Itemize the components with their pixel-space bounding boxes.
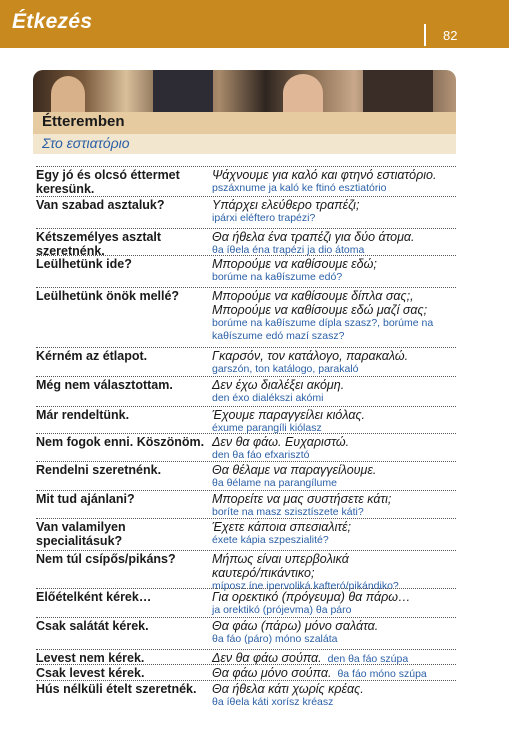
hungarian-phrase: Kétszemélyes asztalt szeretnénk. — [36, 230, 162, 258]
transliteration: den éxo dialékszi akómi — [212, 392, 324, 404]
section-title: Étteremben — [42, 113, 125, 130]
hungarian-phrase: Nem túl csípős/pikáns? — [36, 552, 176, 566]
phrase-row — [36, 617, 456, 649]
phrase-row — [36, 461, 456, 490]
phrase-row — [36, 287, 456, 347]
greek-phrase — [212, 682, 456, 709]
transliteration: θa θélame na parangílume — [212, 477, 337, 489]
greek-phrase — [212, 257, 456, 284]
greek-phrase — [212, 520, 456, 547]
greek-phrase — [212, 289, 456, 343]
greek-text: Έχουμε παραγγείλει κιόλας. — [212, 408, 366, 422]
greek-phrase — [212, 168, 456, 195]
phrase-table — [36, 166, 456, 712]
page-number: 82 — [443, 28, 458, 43]
greek-phrase — [212, 492, 456, 519]
transliteration: θa fáo (páro) móno szaláta — [212, 633, 338, 645]
transliteration: borúme na kaθíszume edó? — [212, 271, 343, 283]
greek-text: Για ορεκτικό (πρόγευμα) θα πάρω… — [212, 590, 411, 604]
greek-text: Θα ήθελα ένα τραπέζι για δύο άτομα. — [212, 230, 415, 244]
greek-text: Μπορούμε να καθίσουμε δίπλα σας;, Μπορούμε να καθίσουμε εδώ μαζί σας; — [212, 289, 428, 317]
transliteration: den θa fáo efxarisztó — [212, 449, 310, 461]
greek-text: Ψάχνουμε για καλό και φτηνό εστιατόριο. — [212, 168, 437, 182]
hungarian-phrase: Mit tud ajánlani? — [36, 492, 135, 506]
hungarian-phrase: Hús nélküli ételt szeretnék. — [36, 682, 197, 696]
transliteration: boríte na masz szisztíszete káti? — [212, 506, 364, 518]
greek-phrase — [212, 198, 456, 225]
phrase-row — [36, 406, 456, 433]
phrase-row — [36, 649, 456, 664]
greek-phrase — [212, 230, 456, 257]
hungarian-phrase: Van valamilyen specialitásuk? — [36, 520, 126, 548]
phrase-row — [36, 347, 456, 376]
greek-phrase — [212, 619, 456, 646]
phrase-row — [36, 680, 456, 712]
header-divider — [424, 24, 426, 46]
transliteration: pszáxnume ja kaló ke ftinó esztiatório — [212, 182, 387, 194]
hungarian-phrase: Kérném az étlapot. — [36, 349, 148, 363]
greek-text: Γκαρσόν, τον κατάλογο, παρακαλώ. — [212, 349, 409, 363]
phrase-row — [36, 376, 456, 406]
hungarian-phrase: Előételként kérek… — [36, 590, 152, 604]
chapter-header-bar — [0, 0, 509, 48]
hungarian-phrase: Nem fogok enni. Köszönöm. — [36, 435, 205, 449]
transliteration: borúme na kaθíszume dípla szasz?, borúme na kaθíszume edó mazí szasz? — [212, 317, 434, 342]
hungarian-phrase: Leülhetünk ide? — [36, 257, 132, 271]
hungarian-phrase: Még nem választottam. — [36, 378, 173, 392]
phrase-row — [36, 588, 456, 617]
phrase-row — [36, 433, 456, 461]
transliteration: ipárxi eléftero trapézi? — [212, 212, 316, 224]
hungarian-phrase: Csak salátát kérek. — [36, 619, 149, 633]
greek-text: Έχετε κάποια σπεσιαλιτέ; — [212, 520, 351, 534]
greek-phrase — [212, 552, 456, 593]
phrase-row — [36, 228, 456, 258]
transliteration: θa íθela káti xorísz kréasz — [212, 696, 334, 708]
greek-phrase — [212, 408, 456, 435]
transliteration: θa íθela éna trapézi ja dio átoma — [212, 244, 365, 256]
phrase-row — [36, 166, 456, 196]
transliteration: den θa fáo szúpa — [327, 653, 409, 665]
greek-text: Δεν θα φάω σούπα. — [212, 651, 322, 665]
phrase-row — [36, 255, 456, 287]
transliteration: éxume parangíli kiólasz — [212, 422, 322, 434]
greek-text: Θα θέλαμε να παραγγείλουμε. — [212, 463, 377, 477]
greek-phrase — [212, 590, 456, 617]
greek-text: Μήπως είναι υπερβολικά καυτερό/πικάντικο; — [212, 552, 349, 580]
transliteration: θa fáo móno szúpa — [337, 668, 427, 680]
transliteration: míposz íne ipervoliká kafteró/pikándiko? — [212, 580, 399, 592]
greek-text: Μπορούμε να καθίσουμε εδώ; — [212, 257, 377, 271]
greek-text: Υπάρχει ελεύθερο τραπέζι; — [212, 198, 360, 212]
hungarian-phrase: Már rendeltünk. — [36, 408, 130, 422]
phrase-row — [36, 550, 456, 592]
phrase-row — [36, 196, 456, 228]
hungarian-phrase: Egy jó és olcsó éttermet keresünk. — [36, 168, 180, 196]
transliteration: ja orektikó (prójevma) θa páro — [212, 604, 352, 616]
greek-phrase — [212, 666, 456, 681]
transliteration: éxete kápia szpeszialité? — [212, 534, 329, 546]
greek-text: Θα φάω μόνο σούπα. — [212, 666, 332, 680]
chapter-title: Étkezés — [12, 10, 93, 33]
hungarian-phrase: Csak levest kérek. — [36, 666, 145, 680]
greek-text: Θα ήθελα κάτι χωρίς κρέας. — [212, 682, 364, 696]
hungarian-phrase: Leülhetünk önök mellé? — [36, 289, 180, 303]
restaurant-photo — [33, 70, 456, 112]
greek-phrase — [212, 349, 456, 376]
section-subtitle: Στο εστιατόριο — [42, 135, 130, 151]
phrase-row — [36, 490, 456, 518]
hungarian-phrase: Levest nem kérek. — [36, 651, 145, 665]
phrase-row — [36, 518, 456, 550]
greek-text: Δεν θα φάω. Ευχαριστώ. — [212, 435, 350, 449]
transliteration: garszón, ton katálogo, parakaló — [212, 363, 359, 375]
hungarian-phrase: Rendelni szeretnénk. — [36, 463, 162, 477]
greek-phrase — [212, 378, 456, 405]
greek-text: Θα φάω (πάρω) μόνο σαλάτα. — [212, 619, 379, 633]
greek-phrase — [212, 463, 456, 490]
greek-text: Μπορείτε να μας συστήσετε κάτι; — [212, 492, 392, 506]
greek-text: Δεν έχω διαλέξει ακόμη. — [212, 378, 345, 392]
greek-phrase — [212, 435, 456, 462]
phrase-row — [36, 664, 456, 680]
hungarian-phrase: Van szabad asztaluk? — [36, 198, 165, 212]
